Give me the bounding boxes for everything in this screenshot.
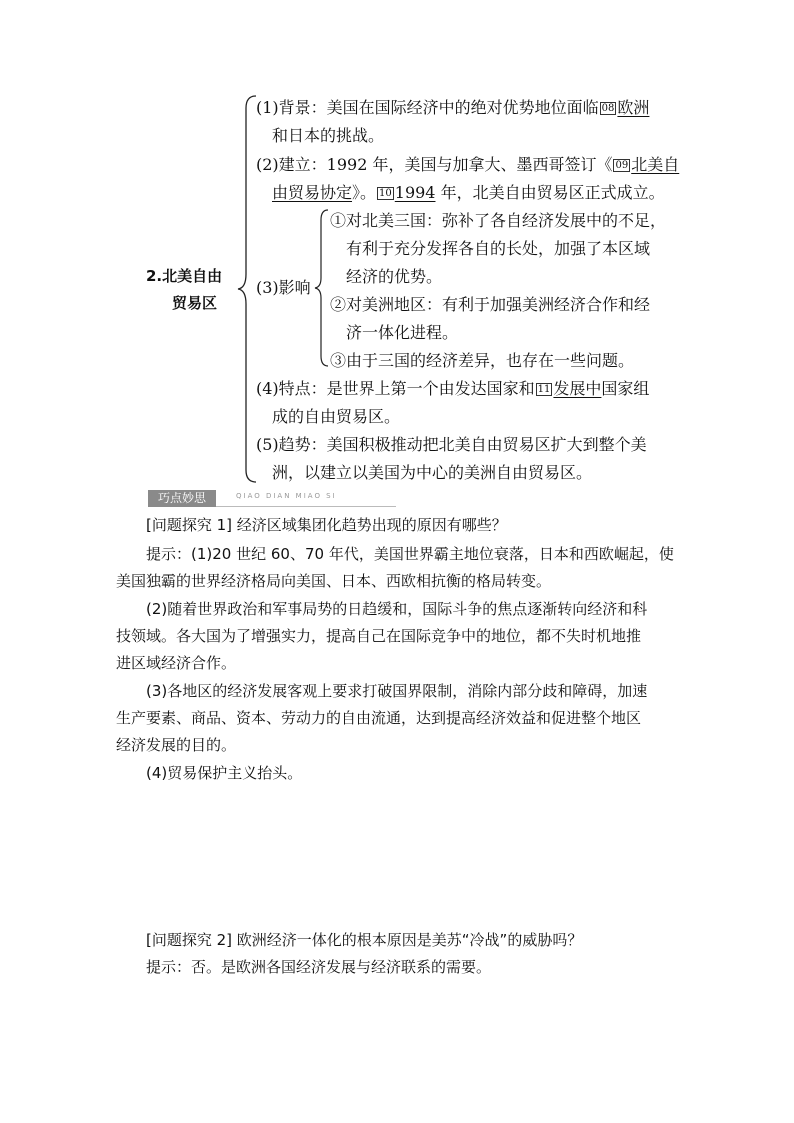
question-1: [问题探究 1] 经济区域集团化趋势出现的原因有哪些？ [146,516,507,534]
impact-brace [314,208,330,368]
answer-text: 发展中 [553,379,602,398]
q1-p4: (4)贸易保护主义抬头。 [146,764,303,782]
feature-line1: (4)特点：是世界上第一个由发达国家和 11 发展中国家组 [256,379,650,398]
q1-p1-line2: 美国独霸的世界经济格局向美国、日本、西欧相抗衡的格局转变。 [116,572,552,590]
impact-item1-line2: 有利于充分发挥各自的长处，加强了本区域 [346,239,651,258]
background-line2: 和日本的挑战。 [272,126,385,145]
establish-line2: 由贸易协定》。 10 1994 年，北美自由贸易区正式成立。 [272,183,665,202]
establish-line1: (2)建立：1992 年，美国与加拿大、墨西哥签订《 09 北美自 [256,155,680,174]
impact-item1-line3: 经济的优势。 [346,267,443,286]
impact-item2-line2: 济一体化进程。 [346,323,459,342]
q1-p2-line3: 进区域经济合作。 [116,654,237,672]
section-label: 2.北美自由 [146,267,223,285]
answer-text: 由贸易协定 [272,183,353,202]
q1-p2-line1: (2)随着世界政治和军事局势的日趋缓和，国际斗争的焦点逐渐转向经济和科 [146,600,648,618]
background-line1: (1)背景：美国在国际经济中的绝对优势地位面临 08 欧洲 [256,98,650,117]
section-label-line2: 贸易区 [172,294,218,312]
q1-p3-line2: 生产要素、商品、资本、劳动力的自由流通，达到提高经济效益和促进整个地区 [116,709,642,727]
q1-p3-line1: (3)各地区的经济发展客观上要求打破国界限制，消除内部分歧和障碍，加速 [146,682,648,700]
feature-line2: 成的自由贸易区。 [272,407,401,426]
q2-answer: 提示：否。是欧洲各国经济发展与经济联系的需要。 [146,958,492,976]
question-2: [问题探究 2] 欧洲经济一体化的根本原因是美苏“冷战”的威胁吗？ [146,931,583,949]
banner-title: 巧点妙思 [148,490,216,507]
trend-line1: (5)趋势：美国积极推动把北美自由贸易区扩大到整个美 [256,435,647,454]
answer-text: 欧洲 [617,98,650,117]
q1-p1-line1: 提示：(1)20 世纪 60、70 年代，美国世界霸主地位衰落，日本和西欧崛起，使 [146,545,674,563]
answer-number-badge: 11 [537,384,551,395]
answer-text: 北美自 [631,155,680,174]
impact-item3-line1: ③由于三国的经济差异，也存在一些问题。 [330,351,635,370]
answer-number-badge: 09 [615,160,629,171]
banner-rule [216,506,396,507]
trend-line2: 洲，以建立以美国为中心的美洲自由贸易区。 [272,463,593,482]
answer-number-badge: 10 [379,188,392,199]
answer-number-badge: 08 [601,103,615,114]
answer-text: 1994 [394,183,436,202]
impact-item2-line1: ②对美洲地区：有利于加强美洲经济合作和经 [330,295,651,314]
impact-item1-line1: ①对北美三国：弥补了各自经济发展中的不足， [330,211,667,230]
banner-subtitle: QIAO DIAN MIAO SI [236,492,337,500]
q1-p2-line2: 技领域。各大国为了增强实力，提高自己在国际竞争中的地位，都不失时机地推 [116,627,642,645]
impact-label: (3)影响 [256,278,311,297]
q1-p3-line3: 经济发展的目的。 [116,736,237,754]
